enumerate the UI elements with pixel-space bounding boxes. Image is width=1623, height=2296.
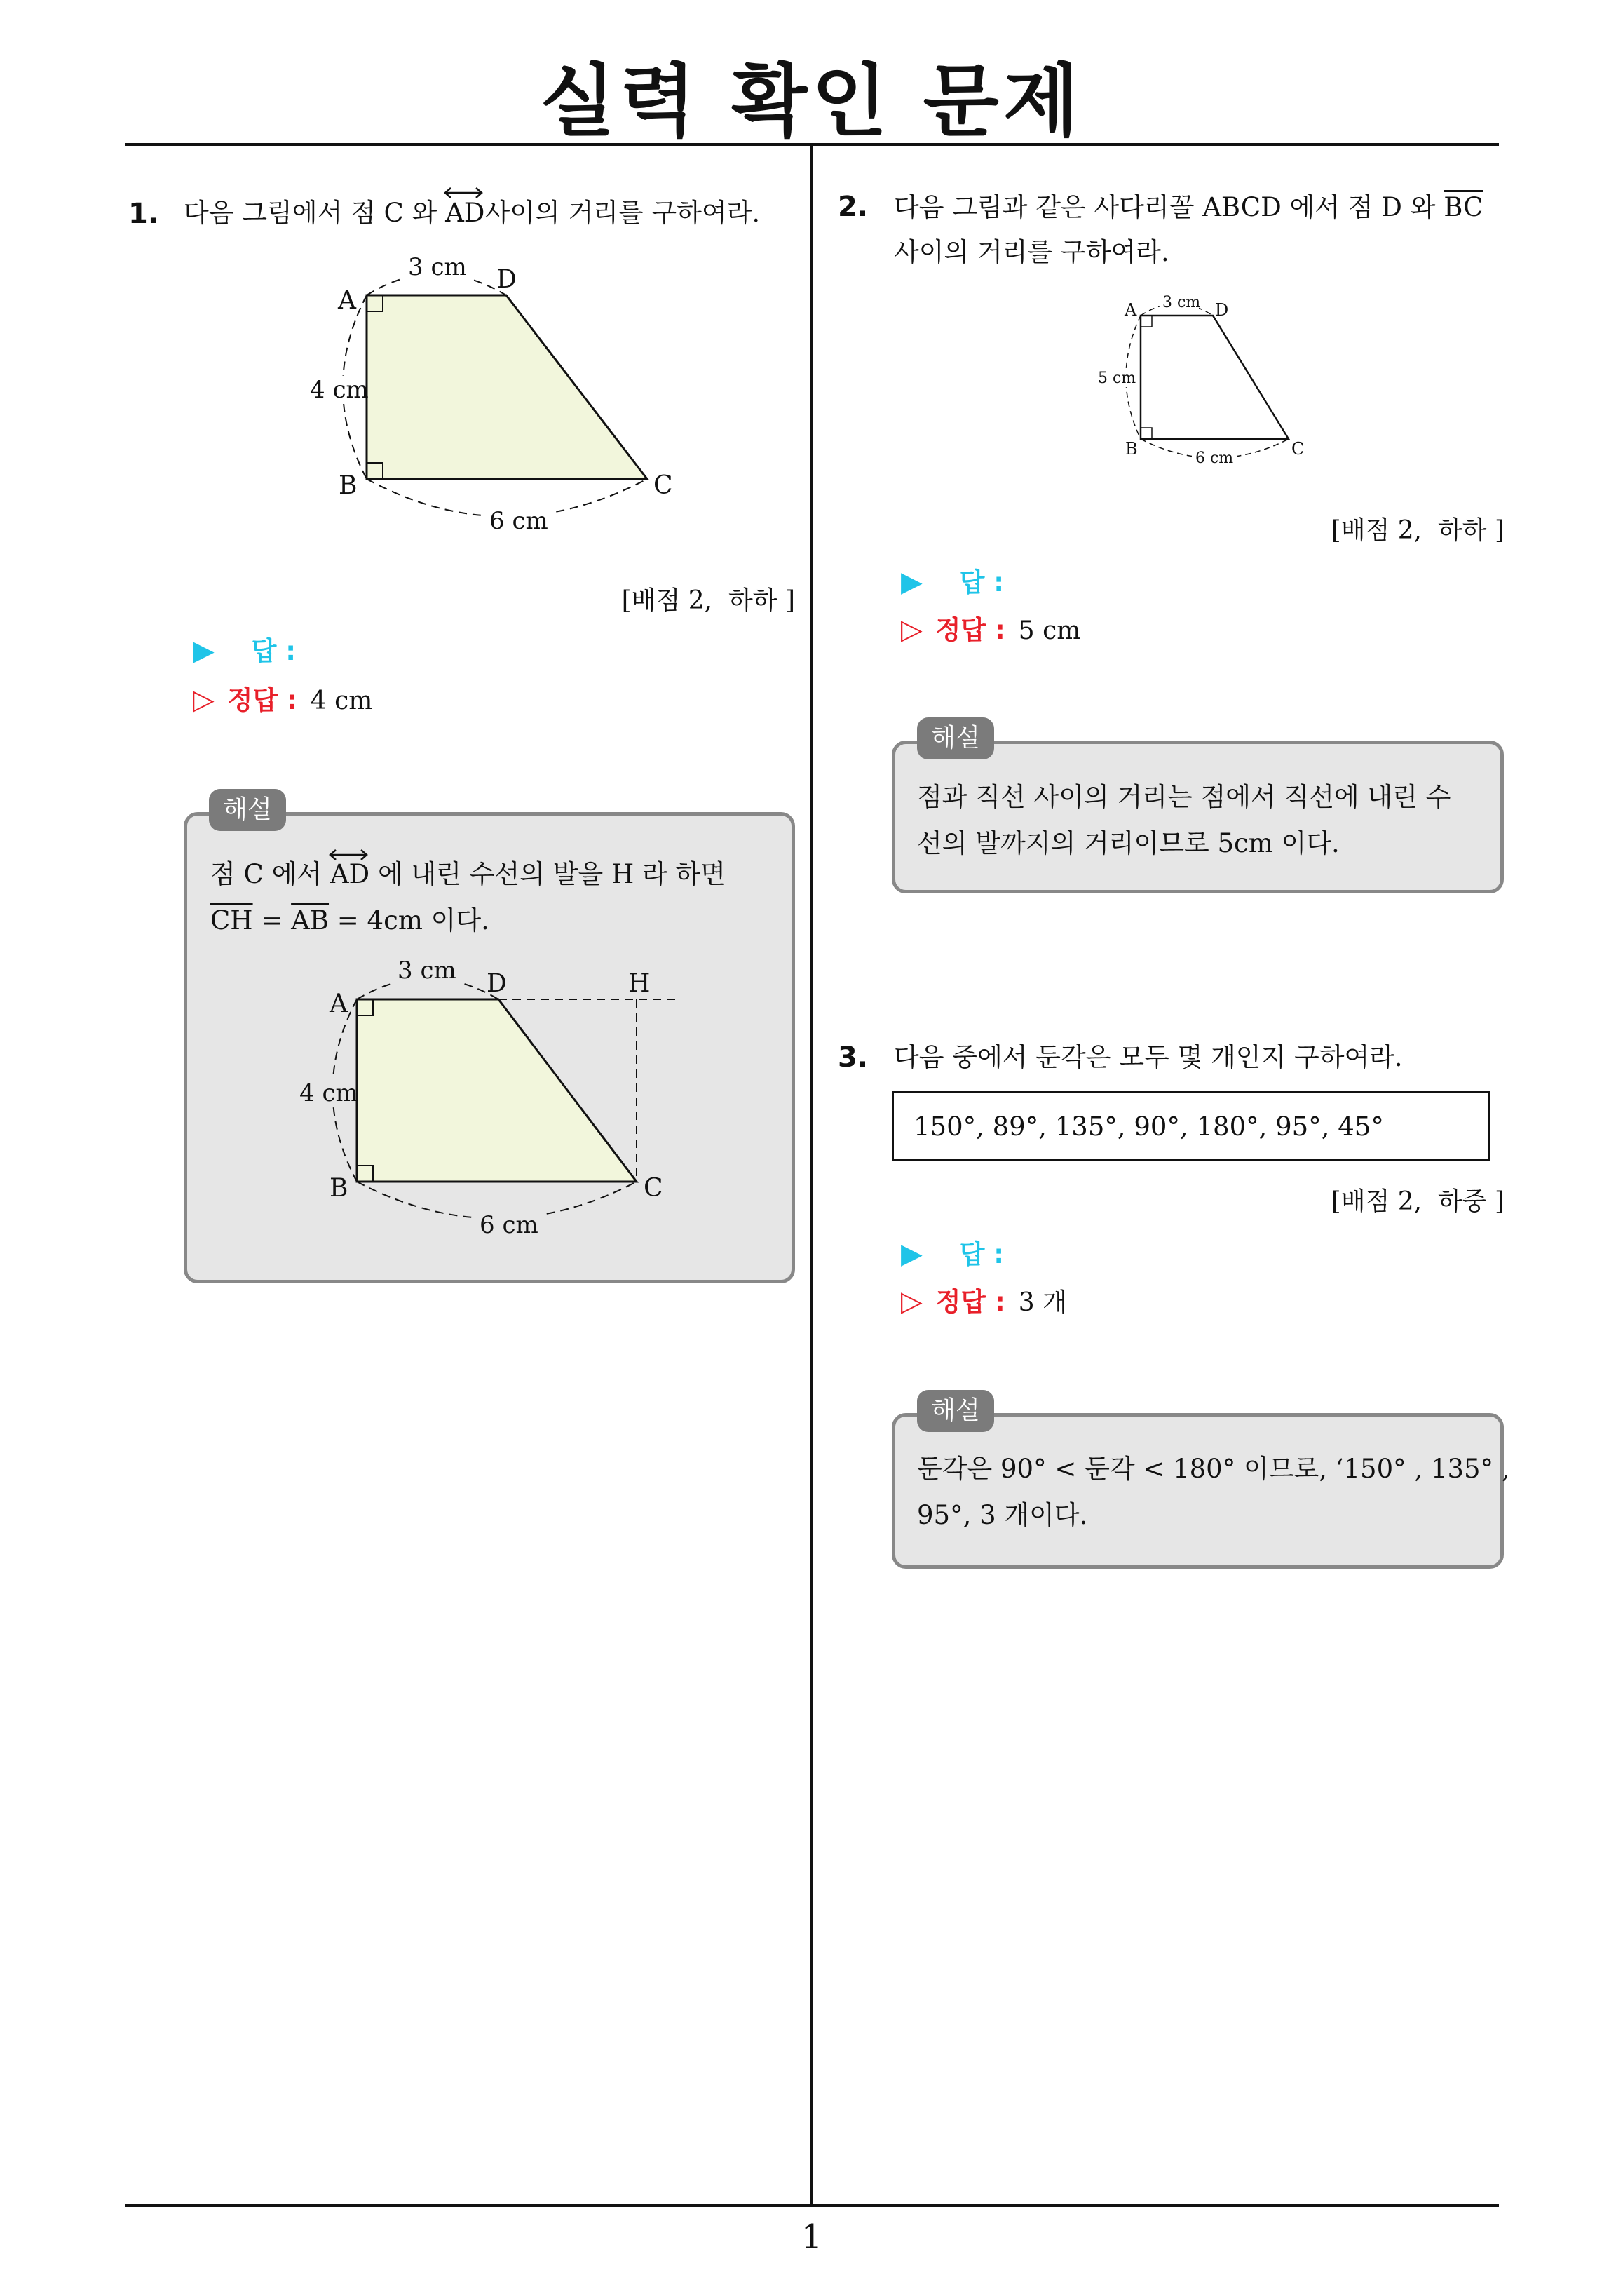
q2-correct-label: 정답 : <box>935 615 1005 645</box>
line-arrow-icon <box>442 187 484 199</box>
q1-score: [배점 2, 하하 ] <box>621 586 795 615</box>
q1-exp-line-label: AD <box>330 851 369 898</box>
q1-label-d: D <box>496 265 517 294</box>
q2-answer-row <box>901 561 1004 599</box>
q2-number: 2. <box>838 191 869 223</box>
q1-label-b: B <box>339 471 358 500</box>
q2-segment-label: $\overline{BC}$ <box>1444 192 1483 222</box>
q1-exp-trapezoid <box>357 999 637 1182</box>
q3-correct-row <box>901 1281 1067 1318</box>
q1-label-bottom: 6 cm <box>489 507 548 535</box>
q1-text-after: 사이의 거리를 구하여라. <box>484 198 761 228</box>
q1-answer-label: 답 : <box>251 636 297 666</box>
q2-label-b: B <box>1125 439 1138 459</box>
column-divider <box>810 144 813 2206</box>
q3-number: 3. <box>838 1041 869 1074</box>
q3-options-box <box>892 1091 1490 1161</box>
q2-label-d: D <box>1215 300 1229 320</box>
q1-label-a: A <box>338 286 356 315</box>
q1-explanation-tag: 해설 <box>209 789 286 831</box>
q1-text <box>184 191 760 236</box>
answer-marker-icon: ▶ <box>193 635 215 667</box>
line-arrow-icon <box>327 849 369 861</box>
q1-correct-row <box>193 679 372 717</box>
correct-marker-icon: ▷ <box>193 684 215 716</box>
q1-trapezoid <box>367 295 647 479</box>
q1-figure <box>287 245 694 547</box>
q2-label-c: C <box>1291 439 1305 459</box>
q1-exp-label-top: 3 cm <box>398 957 456 985</box>
q3-correct-label: 정답 : <box>935 1287 1005 1317</box>
q3-explanation-tag: 해설 <box>917 1390 994 1432</box>
q1-line-label: AD <box>445 191 484 236</box>
q1-exp-label-bottom: 6 cm <box>480 1211 538 1239</box>
q1-number: 1. <box>128 198 159 230</box>
correct-marker-icon: ▷ <box>901 614 923 646</box>
q3-answer-row <box>901 1233 1004 1271</box>
q1-exp-label-left: 4 cm <box>299 1079 358 1107</box>
q2-explanation-tag: 해설 <box>917 717 994 759</box>
q2-text-line2: 사이의 거리를 구하여라. <box>894 237 1169 267</box>
page-title: 실력 확인 문제 <box>539 56 1084 147</box>
q3-options: 150°, 89°, 135°, 90°, 180°, 95°, 45° <box>914 1112 1384 1142</box>
correct-marker-icon: ▷ <box>901 1285 923 1318</box>
q2-correct-row <box>901 609 1080 647</box>
answer-marker-icon: ▶ <box>901 1238 923 1270</box>
q1-exp-line1: 점 C 에서 AD 에 내린 수선의 발을 H 라 하면 <box>210 851 726 898</box>
page-number: 1 <box>801 2217 823 2257</box>
q1-label-top: 3 cm <box>408 253 467 281</box>
q1-explanation-figure <box>287 954 708 1255</box>
q1-exp-line2: $\overline{CH} = \overline{AB} = 4cm$ 이다. <box>210 905 489 936</box>
q2-label-left: 5 cm <box>1098 370 1136 387</box>
q2-exp-line1: 점과 직선 사이의 거리는 점에서 직선에 내린 수 <box>917 782 1451 812</box>
q2-figure <box>1094 291 1318 473</box>
q3-text: 다음 중에서 둔각은 모두 몇 개인지 구하여라. <box>894 1042 1403 1072</box>
q2-label-a: A <box>1125 300 1137 320</box>
q2-score: [배점 2, 하하 ] <box>1331 516 1505 545</box>
q1-exp-label-a: A <box>330 990 348 1018</box>
q2-label-top: 3 cm <box>1162 294 1201 311</box>
q2-text-line1: 다음 그림과 같은 사다리꼴 ABCD 에서 점 D 와 $\overline{BC}$ <box>894 192 1483 222</box>
q2-exp-line2: 선의 발까지의 거리이므로 5cm 이다. <box>917 828 1340 858</box>
q2-correct-answer: 5 cm <box>1018 616 1081 645</box>
footer-rule <box>125 2204 1499 2207</box>
q1-exp-label-h: H <box>628 969 651 998</box>
q1-exp-label-c: C <box>644 1174 663 1203</box>
q3-answer-label: 답 : <box>959 1239 1005 1269</box>
q1-correct-answer: 4 cm <box>310 687 373 715</box>
q1-answer-row <box>193 630 296 668</box>
q1-label-c: C <box>653 471 673 500</box>
q3-score: [배점 2, 하중 ] <box>1331 1187 1505 1216</box>
q2-answer-label: 답 : <box>959 567 1005 597</box>
q2-trapezoid <box>1141 316 1289 439</box>
q1-exp-label-b: B <box>330 1174 348 1203</box>
q2-label-bottom: 6 cm <box>1195 450 1234 467</box>
q1-correct-label: 정답 : <box>227 685 297 715</box>
q1-label-left: 4 cm <box>310 376 369 404</box>
answer-marker-icon: ▶ <box>901 566 923 598</box>
q3-exp-line2: 95°, 3 개이다. <box>917 1500 1088 1530</box>
q3-correct-answer: 3 개 <box>1018 1288 1067 1317</box>
q3-exp-line1: 둔각은 90° < 둔각 < 180° 이므로, ‘150° , 135° , <box>917 1454 1510 1484</box>
q1-text-before: 다음 그림에서 점 C 와 <box>184 198 437 228</box>
q1-exp-label-d: D <box>487 969 507 998</box>
